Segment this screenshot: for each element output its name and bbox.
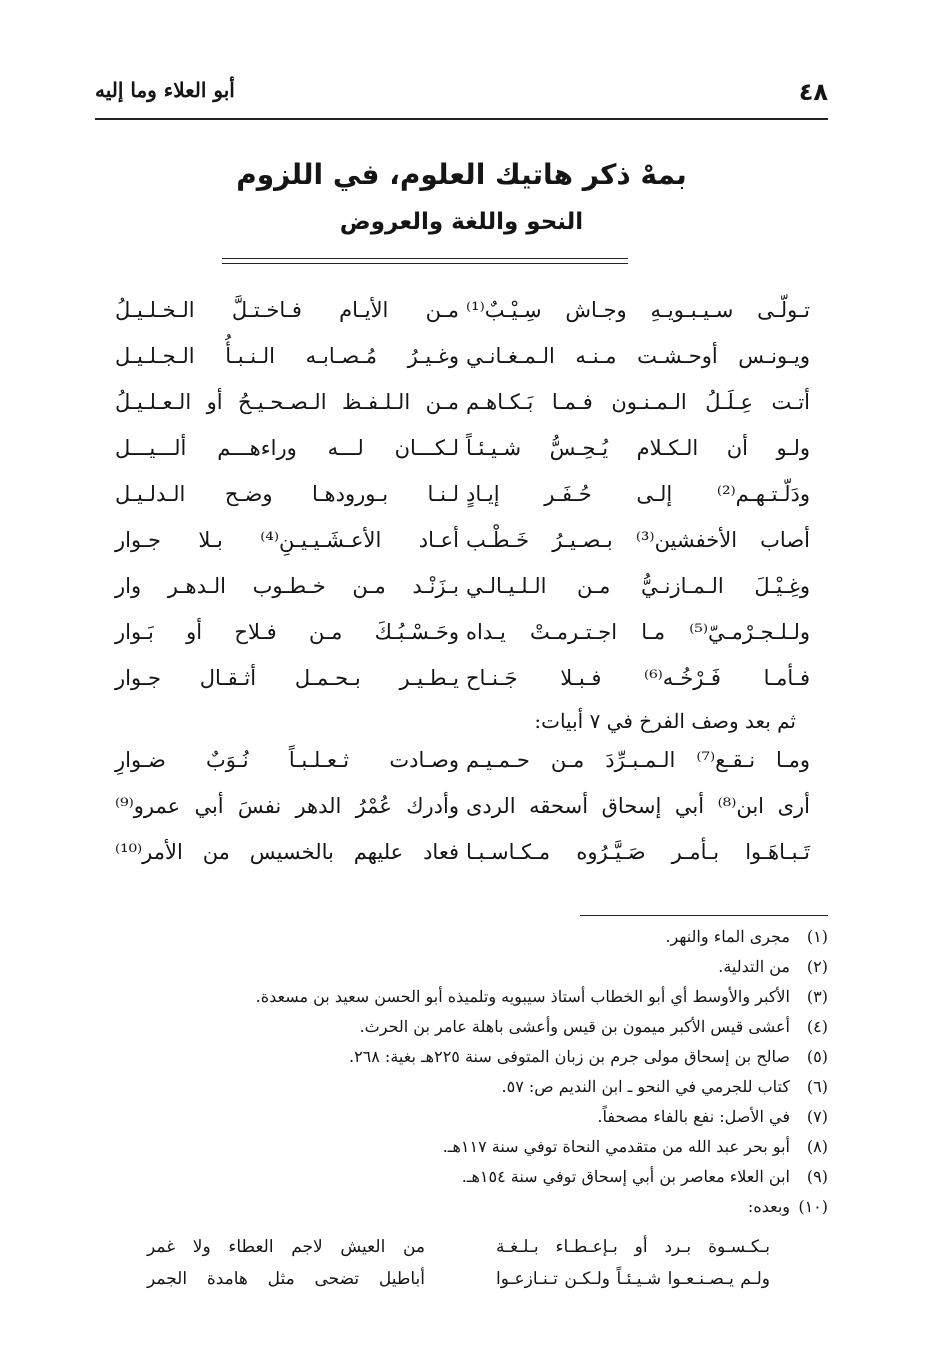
footnote-text: ابن العلاء معاصر بن أبي إسحاق توفي سنة ١٥٤هـ. xyxy=(461,1167,790,1186)
poem xyxy=(95,290,828,878)
page-header xyxy=(95,78,828,120)
verse-second-hemistich: لـكـــان لـــه وراءهـــم ألـــيـــل xyxy=(115,436,459,460)
footnote-verse-second-hemistich: من العيش لاجم العطاء ولا غمر xyxy=(147,1237,425,1257)
verse-first-hemistich: ودَلّـتـهـم⁽²⁾ إلـى حُـفَـر إيـادٍ xyxy=(466,482,810,506)
verse-second-hemistich: وأدرك عُمْرُ الدهر نفسَ أبي عمرو⁽⁹⁾ xyxy=(115,794,459,818)
footnotes xyxy=(95,922,828,1222)
verse-first-hemistich: تَـبـاهَـوا بـأمـر صَـيَّـرُوه مـكـاسـبـا xyxy=(466,840,810,864)
interlude-note: ثم بعد وصف الفرخ في ٧ أبيات: xyxy=(534,709,796,733)
verse-second-hemistich: مـن الـلـفـظ الـصـحـيـحُ أو الـعـلـيـلُ xyxy=(115,390,459,414)
footnote-text: وبعده: xyxy=(747,1197,790,1216)
verse xyxy=(95,382,828,428)
verse-first-hemistich: أصاب الأخفشين⁽³⁾ بـصـيـرُ خَـطْـب xyxy=(466,528,810,552)
footnote-number: (٣) xyxy=(806,987,828,1006)
verse-first-hemistich: أرى ابن⁽⁸⁾ أبي إسحاق أسحقه الردى xyxy=(466,794,810,818)
footnote xyxy=(95,1162,828,1192)
verse-second-hemistich: وصـادت ثـعـلـبـاً نُـوَبٌ ضـوارِ xyxy=(115,748,459,772)
section-subtitle: النحو واللغة والعروض xyxy=(339,209,584,235)
footnote-number: (١٠) xyxy=(798,1197,828,1216)
page-number: ٤٨ xyxy=(798,78,828,106)
verse xyxy=(95,786,828,832)
footnote-text: مجرى الماء والنهر. xyxy=(665,927,790,946)
verse xyxy=(95,612,828,658)
footnote-divider xyxy=(580,915,828,916)
footnote-text: الأكبر والأوسط أي أبو الخطاب أستاذ سيبويه وتلميذه أبو الحسن سعيد بن مسعدة. xyxy=(255,987,790,1006)
footnote-verses xyxy=(95,1232,828,1296)
footnote xyxy=(95,1012,828,1042)
footnote-verse-first-hemistich: ولـم يـصـنـعـوا شـيـئـاً ولـكـن تـنـازعـوا xyxy=(496,1269,770,1289)
footnote xyxy=(95,952,828,982)
footnote xyxy=(95,1072,828,1102)
footnote xyxy=(95,1102,828,1132)
verse-first-hemistich: ولـو أن الـكـلام يُـحِـسُّ شـيـئـاً xyxy=(466,436,810,460)
footnote-verse xyxy=(95,1264,828,1296)
footnote-number: (٨) xyxy=(806,1137,828,1156)
verse-first-hemistich: ومـا نـقـع⁽⁷⁾ الـمـبـرِّدَ مـن حـمـيـم xyxy=(466,748,810,772)
verse-first-hemistich: وغِـيْـلَ الـمـازنـيُّ مـن الـلـيـالـي xyxy=(466,574,810,598)
footnote-number: (٧) xyxy=(806,1107,828,1126)
footnote-number: (٦) xyxy=(806,1077,828,1096)
verse xyxy=(95,474,828,520)
verse xyxy=(95,520,828,566)
footnote-verse xyxy=(95,1232,828,1264)
verse xyxy=(95,290,828,336)
verse-second-hemistich: أعـاد الأعـشَـيـيـنِ⁽⁴⁾ بـلا جـوار xyxy=(115,528,459,552)
verse xyxy=(95,428,828,474)
verse-first-hemistich: فـأمـا فَـرْخُـه⁽⁶⁾ فـبـلا جَـنـاح xyxy=(466,666,810,690)
footnote-number: (٢) xyxy=(806,957,828,976)
footnote-number: (١) xyxy=(806,927,828,946)
footnote-verse-first-hemistich: بـكـسـوة بـرد أو بـإعـطـاء بـلـغـة xyxy=(496,1237,770,1257)
running-title: أبو العلاء وما إليه xyxy=(95,78,235,102)
footnote-text: كتاب للجرمي في النحو ـ ابن النديم ص: ٥٧. xyxy=(501,1077,790,1096)
verse-second-hemistich: يـطـيـر بـحـمـل أثـقـال جـوار xyxy=(115,666,459,690)
footnote-number: (٩) xyxy=(806,1167,828,1186)
footnote xyxy=(95,1192,828,1222)
verse xyxy=(95,832,828,878)
verse-second-hemistich: لـنـا بـورودهـا وضـح الـدلـيـل xyxy=(115,482,459,506)
footnote xyxy=(95,922,828,952)
footnote-number: (٥) xyxy=(806,1047,828,1066)
verse xyxy=(95,658,828,704)
footnote xyxy=(95,1042,828,1072)
footnote-verse-second-hemistich: أباطيل تضحى مثل هامدة الجمر xyxy=(147,1269,425,1289)
footnote-text: أعشى قيس الأكبر ميمون بن قيس وأعشى باهلة عامر بن الحرث. xyxy=(359,1017,790,1036)
footnote xyxy=(95,1132,828,1162)
title-divider xyxy=(222,258,628,264)
verse xyxy=(95,566,828,612)
verse xyxy=(95,336,828,382)
verse-second-hemistich: مـن الأيـام فـاخـتـلَّ الـخـلـيـلُ xyxy=(115,298,459,322)
verse-first-hemistich: ولـلـجـرْمـيّ⁽⁵⁾ مـا اجـتـرمـتْ يـداه xyxy=(466,620,810,644)
verse-first-hemistich: أتـت عِـلَـلُ الـمـنـون فـمـا بَـكـاهـم xyxy=(466,390,810,414)
section-title: بمهْ ذكر هاتيك العلوم، في اللزوم xyxy=(236,158,687,191)
verse-second-hemistich: وحَـسْـبُـكَ مـن فـلاح أو بَـوار xyxy=(115,620,459,644)
verse-second-hemistich: وغـيـرُ مُـصـابـه الـنـبـأُ الـجـلـيـل xyxy=(115,344,459,368)
footnote-text: في الأصل: نفع بالفاء مصحفاً. xyxy=(597,1107,790,1126)
verse xyxy=(95,740,828,786)
verse-first-hemistich: تـولّـى سـيـبـويـهِ وجـاش سِـيْـبٌ⁽¹⁾ xyxy=(466,298,810,322)
footnote-number: (٤) xyxy=(806,1017,828,1036)
verse-second-hemistich: فعاد عليهم بالخسيس من الأمر⁽¹⁰⁾ xyxy=(115,840,459,864)
footnote xyxy=(95,982,828,1012)
verse-second-hemistich: بـزَنْـد مـن خـطـوب الـدهـر وار xyxy=(115,574,459,598)
verse-first-hemistich: ويـونـس أوحـشـت مـنـه الـمـغـانـي xyxy=(466,344,810,368)
footnote-text: صالح بن إسحاق مولى جرم بن زبان المتوفى سنة ٢٢٥هـ بغية: ٢٦٨. xyxy=(348,1047,790,1066)
footnote-text: أبو بحر عبد الله من متقدمي النحاة توفي سنة ١١٧هـ. xyxy=(442,1137,790,1156)
footnote-text: من التدلية. xyxy=(718,957,790,976)
